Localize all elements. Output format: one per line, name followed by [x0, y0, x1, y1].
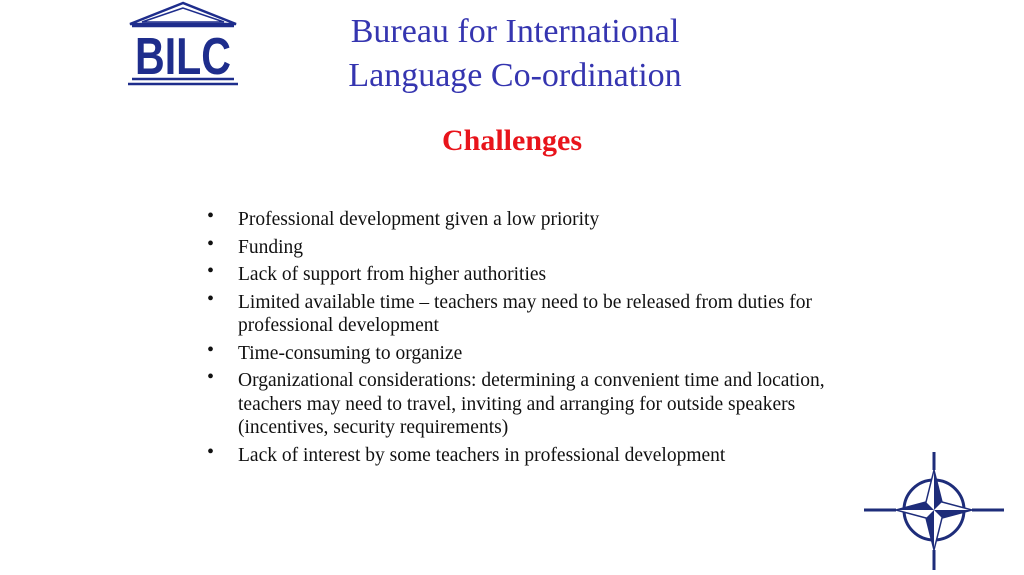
nato-emblem	[862, 450, 1006, 570]
list-item-text: Limited available time – teachers may need to be released from duties for professional development	[238, 291, 812, 336]
list-item	[207, 260, 867, 287]
list-item	[207, 232, 867, 260]
bullet-icon: •	[207, 205, 215, 227]
list-item	[207, 287, 867, 338]
challenges-list	[207, 205, 867, 471]
list-item-text: Organizational considerations: determining a convenient time and location, teachers may need to travel, inviting and arranging for outside speakers (incentives, security requirements)	[238, 370, 825, 438]
list-item-text: Time-consuming to organize	[238, 342, 463, 364]
list-item	[207, 205, 867, 232]
organization-title-line2: Language Co-ordination	[348, 57, 682, 94]
organization-title-line1: Bureau for International	[350, 13, 680, 50]
nato-compass-star-icon	[862, 450, 1006, 570]
bullet-icon: •	[207, 338, 215, 361]
list-item-text: Funding	[238, 236, 304, 258]
bilc-building-icon	[128, 2, 238, 86]
list-item	[207, 440, 867, 468]
list-item-text: Professional development given a low priority	[238, 209, 600, 230]
bullet-icon: •	[207, 440, 215, 463]
list-item-text: Lack of support from higher authorities	[238, 264, 547, 285]
svg-text:BILC: BILC	[135, 28, 231, 86]
bilc-logo	[128, 2, 238, 86]
bullet-icon: •	[207, 260, 215, 282]
bullet-icon: •	[207, 366, 215, 388]
list-item	[207, 366, 867, 440]
bullet-icon: •	[207, 232, 215, 255]
slide-heading: Challenges	[441, 124, 582, 157]
organization-title	[300, 10, 730, 98]
list-item	[207, 338, 867, 366]
bullet-icon: •	[207, 287, 215, 310]
list-item-text: Lack of interest by some teachers in professional development	[238, 444, 726, 466]
